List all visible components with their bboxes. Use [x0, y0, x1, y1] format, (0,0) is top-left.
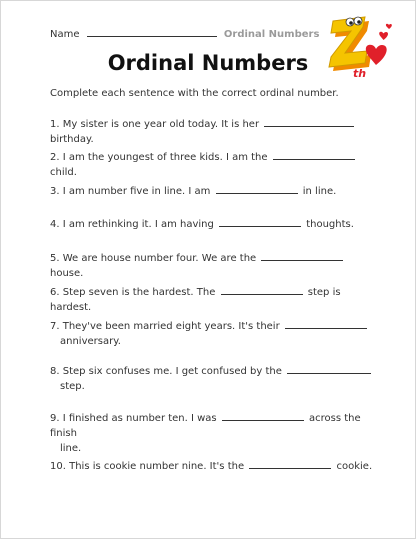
page-title: Ordinal Numbers: [107, 51, 309, 75]
answer-blank[interactable]: [219, 217, 301, 227]
question-1: 1. My sister is one year old today. It is her birthday.: [50, 117, 380, 147]
question-6: 6. Step seven is the hardest. The step is hardest.: [50, 287, 341, 313]
question-7: 7. They've been married eight years. It's their anniversary.: [50, 319, 380, 349]
answer-blank[interactable]: [216, 184, 298, 194]
question-8: 8. Step six confuses me. I get confused by the step.: [50, 364, 380, 394]
answer-blank[interactable]: [261, 251, 343, 261]
answer-blank[interactable]: [287, 364, 371, 374]
instructions: Complete each sentence with the correct ordinal number.: [50, 88, 339, 99]
name-label: Name: [50, 29, 80, 40]
question-9: 9. I finished as number ten. I was across the finish line.: [50, 413, 361, 454]
logo-text: th: [353, 67, 367, 80]
question-3: 3. I am number five in line. I am in line.: [50, 186, 337, 197]
worksheet-label: Ordinal Numbers: [223, 29, 320, 40]
answer-blank[interactable]: [285, 319, 367, 329]
answer-blank[interactable]: [273, 150, 355, 160]
answer-blank[interactable]: [221, 285, 303, 295]
name-field[interactable]: [87, 27, 217, 37]
answer-blank[interactable]: [264, 117, 354, 127]
question-5: 5. We are house number four. We are the house.: [50, 251, 380, 281]
question-10: 10. This is cookie number nine. It's the cookie.: [50, 461, 373, 472]
answer-blank[interactable]: [222, 411, 304, 421]
question-2: 2. I am the youngest of three kids. I am the child.: [50, 150, 380, 180]
question-4: 4. I am rethinking it. I am having thoughts.: [50, 219, 354, 230]
name-header: [50, 27, 319, 40]
answer-blank[interactable]: [249, 459, 331, 469]
